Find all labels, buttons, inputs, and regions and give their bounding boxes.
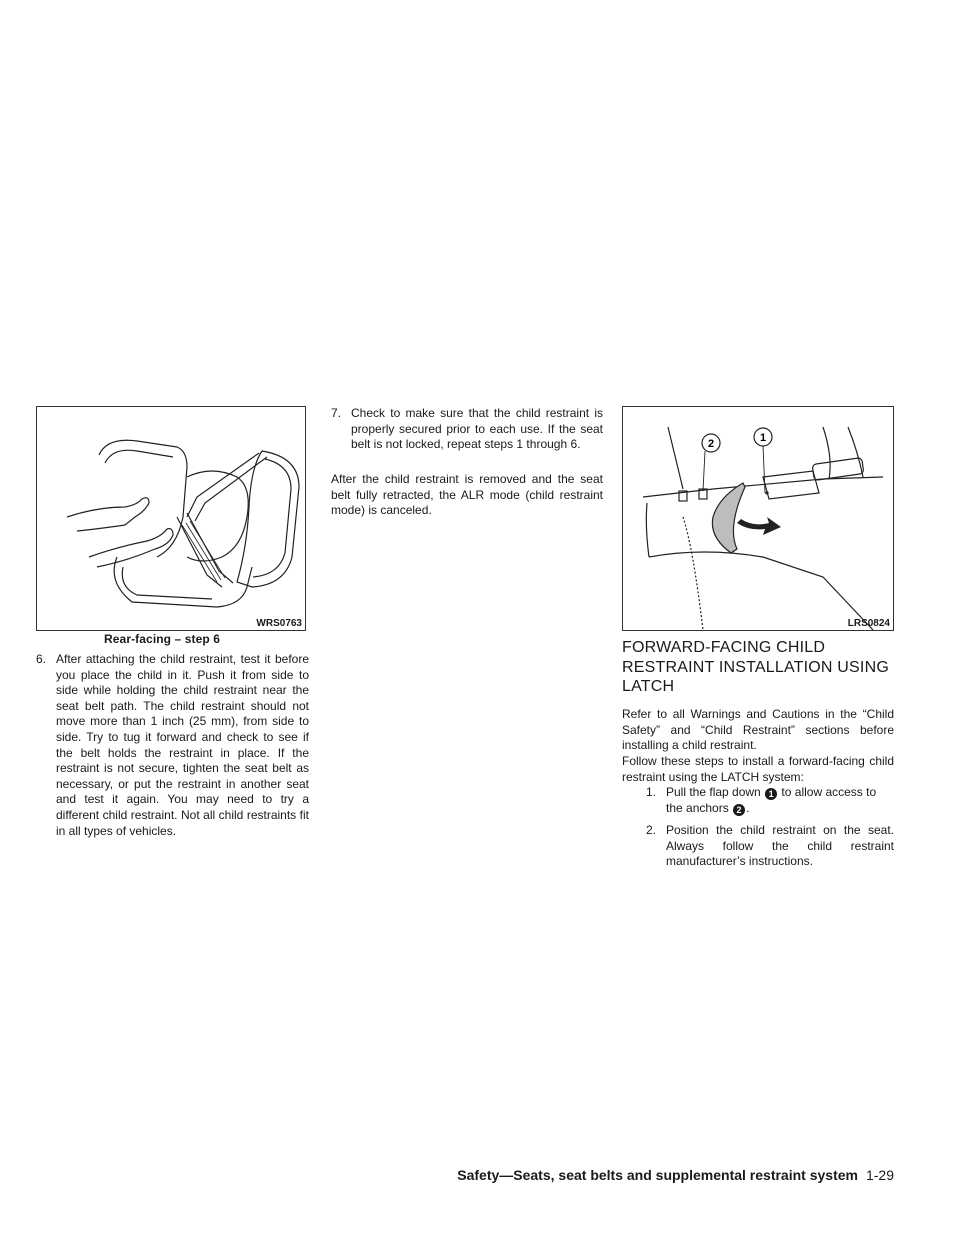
callout-2-badge: 2 bbox=[733, 804, 745, 816]
step-number: 1. bbox=[646, 785, 657, 799]
intro-paragraph: Refer to all Warnings and Cautions in the “Child Safety” and “Child Restraint” sections before installing a child restraint. bbox=[622, 707, 894, 753]
latch-step-1 bbox=[646, 785, 894, 816]
latch-step-2 bbox=[646, 823, 894, 870]
latch-flap-figure bbox=[622, 406, 894, 631]
step-text: . bbox=[746, 800, 750, 815]
step-6 bbox=[36, 652, 309, 839]
step-text: Position the child restraint on the seat. Always follow the child restraint manufacturer’s instructions. bbox=[666, 823, 894, 869]
page-footer bbox=[420, 1167, 894, 1183]
rear-facing-illustration bbox=[37, 407, 305, 630]
step-number: 2. bbox=[646, 823, 657, 837]
figure-code: WRS0763 bbox=[256, 618, 302, 629]
section-title: Safety—Seats, seat belts and supplemental restraint system bbox=[457, 1167, 858, 1183]
page-number: 1-29 bbox=[865, 1167, 894, 1183]
step-number: 6. bbox=[36, 652, 47, 666]
latch-flap-illustration bbox=[623, 407, 893, 630]
figure-code: LRS0824 bbox=[847, 618, 890, 629]
figure-caption: Rear-facing – step 6 bbox=[104, 632, 221, 646]
step-number: 7. bbox=[331, 406, 342, 420]
step-text: Pull the flap down bbox=[666, 785, 761, 799]
step-text: After attaching the child restraint, test it before you place the child in it. Push it from side to side while holding the child restraint near the seat belt path. The child restraint should not move more than 1 inch (25 mm), from side to side. Try to tug it forward and check to see if the belt holds the restraint in place. If the restraint is not secure, tighten the seat belt as necessary, or put the restraint in another seat and test it again. You may need to try a different child restraint. Not all child restraints fit in all types of vehicles. bbox=[56, 652, 309, 838]
callout-1-badge: 1 bbox=[765, 788, 777, 800]
step-text: to allow access to the anchors bbox=[666, 785, 877, 815]
step-text: Check to make sure that the child restraint is properly secured prior to each use. If the seat belt is not locked, repeat steps 1 through 6. bbox=[351, 406, 603, 452]
callout-1: 1 bbox=[759, 432, 767, 444]
step-7 bbox=[331, 406, 603, 453]
rear-facing-figure bbox=[36, 406, 306, 631]
section-heading: FORWARD-FACING CHILD RESTRAINT INSTALLATION USING LATCH bbox=[622, 639, 889, 695]
intro-paragraph-2: Follow these steps to install a forward-facing child restraint using the LATCH system: bbox=[622, 754, 894, 784]
alr-mode-note: After the child restraint is removed and the seat belt fully retracted, the ALR mode (child restraint mode) is canceled. bbox=[331, 472, 603, 518]
callout-2: 2 bbox=[707, 438, 715, 450]
